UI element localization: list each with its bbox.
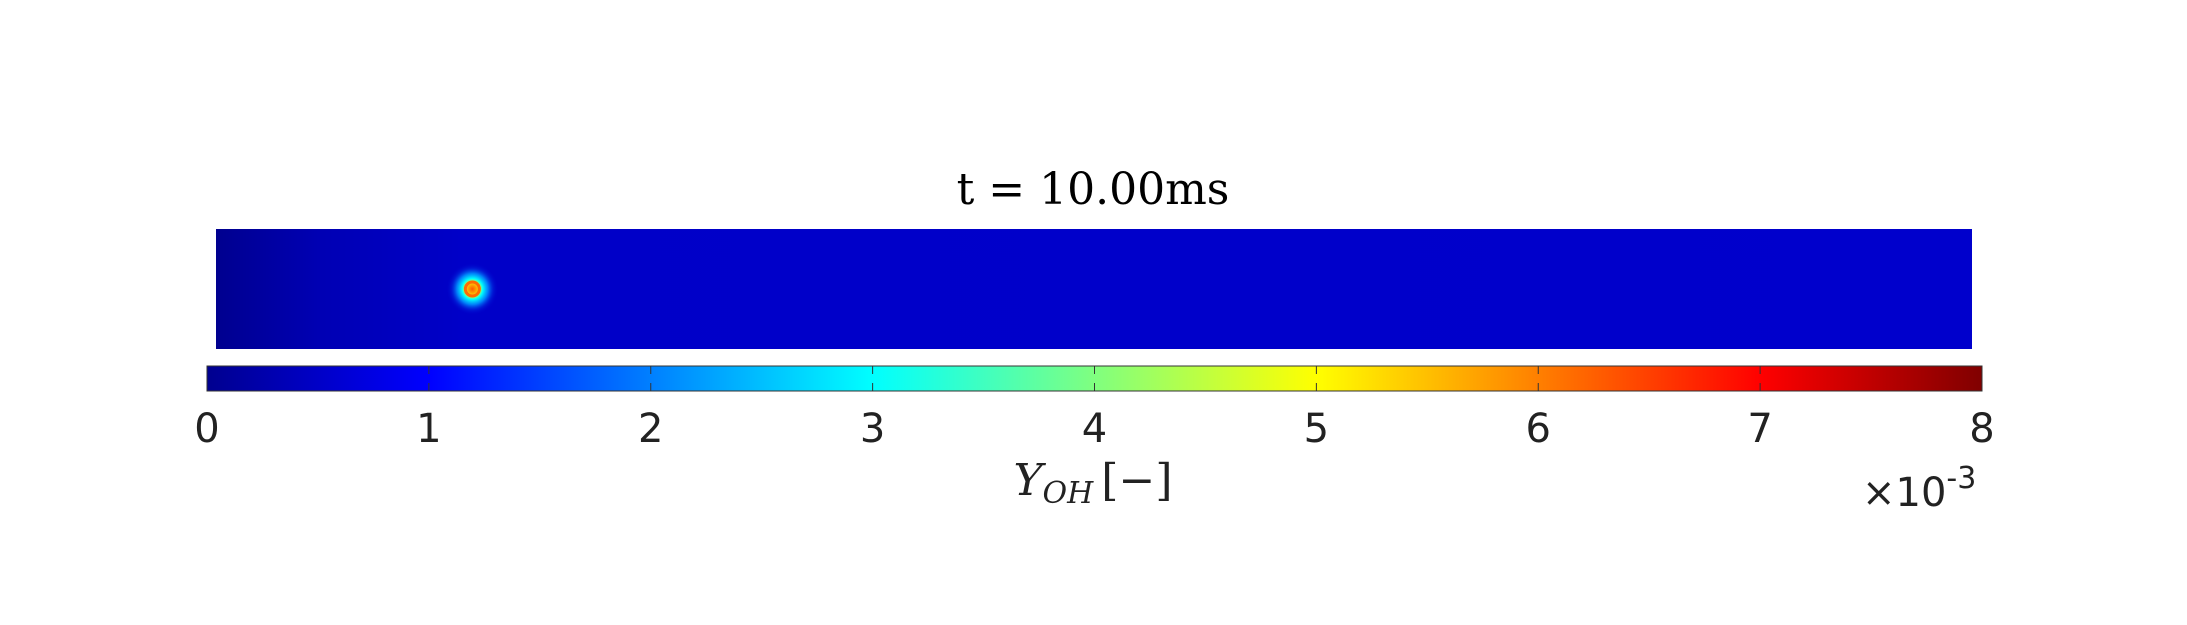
colorbar-label — [1013, 455, 1172, 511]
field-plot — [216, 229, 1972, 349]
colorbar-label-main: Y — [1013, 455, 1043, 506]
colorbar-tick-label: 8 — [1969, 406, 1995, 452]
colorbar-tick-labels — [194, 406, 1994, 452]
multiplier-exponent: -3 — [1946, 461, 1977, 496]
colorbar-tick-label: 5 — [1303, 406, 1330, 452]
colorbar-tick-label: 3 — [859, 406, 886, 452]
colorbar-tick-label: 4 — [1081, 406, 1108, 452]
colorbar-tick-label: 7 — [1747, 406, 1773, 452]
colorbar-label-unit: [−] — [1101, 455, 1173, 506]
colorbar-tick-label: 1 — [416, 406, 442, 452]
colorbar-multiplier — [1862, 461, 1976, 516]
hotspot-mark — [446, 263, 498, 315]
colorbar-tick-label: 6 — [1525, 406, 1551, 452]
colorbar — [194, 366, 1994, 452]
chart-title: t = 10.00ms — [956, 164, 1230, 215]
colorbar-tick-label: 2 — [638, 406, 664, 452]
multiplier-prefix: ×10 — [1862, 470, 1947, 516]
colorbar-label-sub: OH — [1042, 476, 1094, 511]
colorbar-tick-label: 0 — [194, 406, 220, 452]
